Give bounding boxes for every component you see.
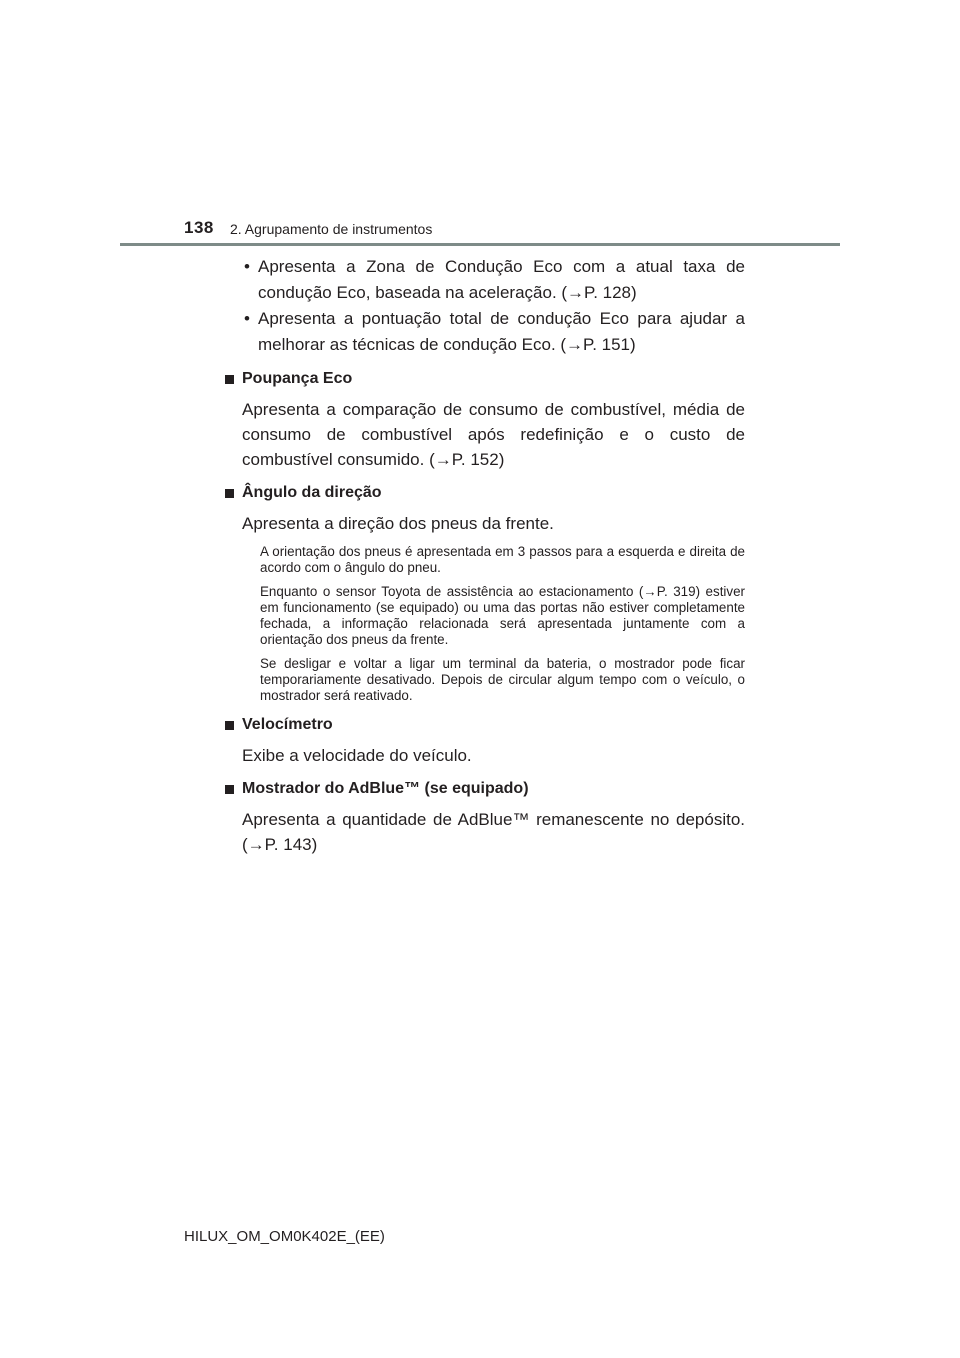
square-bullet-icon <box>225 721 234 730</box>
page-number: 138 <box>184 218 214 237</box>
bullet-item <box>222 254 745 306</box>
note-text: A orientação dos pneus é apresentada em 3 passos para a esquerda e direita de acordo com o ângulo do pneu. <box>260 544 745 575</box>
section-heading-text: Mostrador do AdBlue™ (se equipado) <box>242 780 529 797</box>
section-heading <box>222 713 745 737</box>
section-body: Apresenta a comparação de consumo de combustível, média de consumo de combustível após redefinição e o custo de combustível consumido. (→P. 152) <box>242 400 745 469</box>
bullet-item <box>222 306 745 358</box>
section-body: Exibe a velocidade do veículo. <box>242 746 472 765</box>
section-heading-text: Velocímetro <box>242 716 333 733</box>
section-heading-text: Poupança Eco <box>242 370 353 387</box>
square-bullet-icon <box>225 785 234 794</box>
square-bullet-icon <box>225 489 234 498</box>
note-text: Se desligar e voltar a ligar um terminal da bateria, o mostrador pode ficar temporariamente desativado. Depois de circular algum tempo com o veículo, o mostrador será reativado. <box>260 656 745 703</box>
document-code: HILUX_OM_OM0K402E_(EE) <box>184 1228 385 1245</box>
bullet-text: Apresenta a pontuação total de condução Eco para ajudar a melhorar as técnicas de condução Eco. (→P. 151) <box>258 309 745 354</box>
section-adblue <box>222 777 745 857</box>
page-content <box>222 254 745 857</box>
bullet-dot-icon: • <box>244 257 250 276</box>
section-velocimetro <box>222 713 745 768</box>
square-bullet-icon <box>225 375 234 384</box>
section-title: 2. Agrupamento de instrumentos <box>230 221 433 237</box>
section-heading <box>222 481 745 505</box>
section-body: Apresenta a direção dos pneus da frente. <box>242 514 554 533</box>
section-body: Apresenta a quantidade de AdBlue™ remanescente no depósito. (→P. 143) <box>242 810 745 854</box>
header-divider <box>120 243 840 246</box>
section-heading <box>222 367 745 391</box>
section-heading-text: Ângulo da direção <box>242 484 382 501</box>
section-poupanca-eco <box>222 367 745 472</box>
bullet-text: Apresenta a Zona de Condução Eco com a atual taxa de condução Eco, baseada na aceleração. (→P. 128) <box>258 257 745 302</box>
note-text: Enquanto o sensor Toyota de assistência ao estacionamento (→P. 319) estiver em funcionamento (se equipado) ou uma das portas não estiver completamente fechada, a informação relacionada será apresentada juntamente com a orientação dos pneus da frente. <box>260 584 745 647</box>
bullet-dot-icon: • <box>244 309 250 328</box>
section-angulo-direcao <box>222 481 745 704</box>
section-heading <box>222 777 745 801</box>
